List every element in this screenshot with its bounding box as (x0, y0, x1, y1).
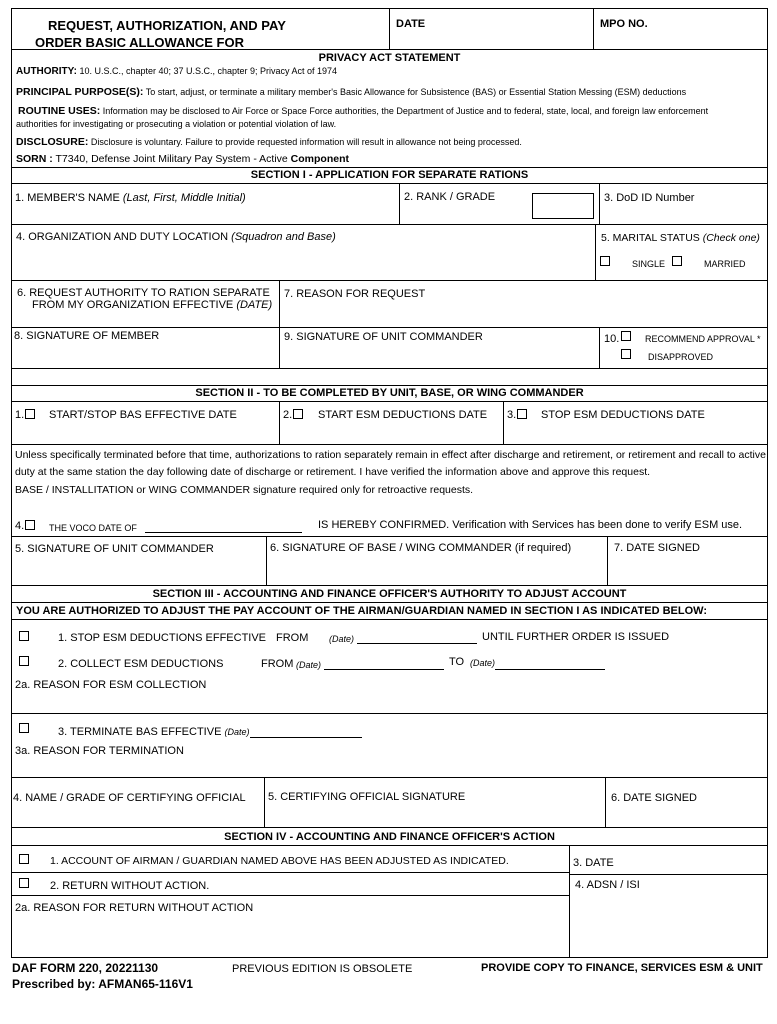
termination-reason-label: 3a. REASON FOR TERMINATION (15, 745, 184, 757)
marital-status-field (595, 225, 767, 280)
routine-text2: authorities for investigating or prosecuting a violation or potential violation of law. (16, 119, 337, 129)
routine-text1: Information may be disclosed to Air Force or Space Force authorities, the Department of Justice and to federal, state, local, and foreign law enforcement (102, 106, 709, 116)
header-date-field[interactable] (389, 9, 593, 49)
certifying-official-signature-field[interactable] (264, 778, 605, 827)
return-without-action-row (12, 872, 569, 896)
section2-row-signatures (12, 537, 767, 586)
disapproved-label: DISAPPROVED (648, 352, 714, 362)
terminate-bas-row (12, 714, 767, 743)
stop-esm-label: STOP ESM DEDUCTIONS DATE (541, 409, 705, 421)
recommendation-field (599, 328, 767, 368)
stop-esm-number: 3. (507, 409, 517, 421)
section1-row-name (12, 184, 767, 225)
section3-authorized-row (12, 603, 767, 620)
section2-authorization-text (12, 445, 767, 537)
start-esm-label: START ESM DEDUCTIONS DATE (318, 409, 488, 421)
married-label: MARRIED (704, 259, 746, 269)
section4-title: SECTION IV - ACCOUNTING AND FINANCE OFFICER'S ACTION (224, 831, 555, 843)
terminate-bas-checkbox[interactable] (19, 723, 29, 733)
account-adjusted-checkbox[interactable] (19, 854, 29, 864)
section2-row-dates (12, 402, 767, 445)
disclosure-text: Disclosure is voluntary. Failure to provide requested information will result in allowance not being processed. (90, 137, 522, 147)
return-reason-field[interactable] (12, 895, 569, 957)
voco-checkbox[interactable] (25, 520, 35, 530)
esm-collection-reason-field[interactable] (12, 669, 767, 714)
adsn-isi-label: 4. ADSN / ISI (575, 879, 640, 891)
adsn-isi-field[interactable] (570, 874, 768, 957)
married-checkbox[interactable] (672, 256, 682, 266)
single-checkbox[interactable] (600, 256, 610, 266)
start-esm-field[interactable] (279, 402, 503, 444)
rank-grade-input[interactable] (532, 193, 594, 219)
reason-request-label: 7. REASON FOR REQUEST (284, 288, 426, 300)
esm-collection-reason-label: 2a. REASON FOR ESM COLLECTION (15, 679, 207, 691)
collect-esm-to-label: TO (449, 656, 465, 668)
voco-number: 4. (15, 520, 25, 532)
routine-label: ROUTINE USES: (18, 105, 101, 117)
single-label: SINGLE (632, 259, 666, 269)
member-name-label: 1. MEMBER'S NAME (15, 192, 120, 204)
stop-esm-date-line[interactable] (357, 643, 477, 644)
organization-label: 4. ORGANIZATION AND DUTY LOCATION (16, 231, 229, 243)
sorn-component: Component (290, 153, 349, 165)
section2-header (12, 386, 767, 402)
bas-effective-label: START/STOP BAS EFFECTIVE DATE (49, 409, 237, 421)
member-name-hint: (Last, First, Middle Initial) (122, 192, 246, 204)
voco-confirm-text: IS HEREBY CONFIRMED. Verification with Services has been done to verify ESM use. (318, 519, 743, 531)
terminate-bas-hint: (Date) (224, 727, 250, 737)
provide-copy-note: PROVIDE COPY TO FINANCE, SERVICES ESM & UNIT (481, 962, 763, 974)
section4-body (12, 846, 767, 957)
ration-effective-hint: (DATE) (236, 299, 273, 311)
header-mpo-label: MPO NO. (600, 18, 648, 30)
stop-esm-deductions-label: 1. STOP ESM DEDUCTIONS EFFECTIVE (58, 632, 267, 644)
ration-effective-field[interactable] (12, 281, 279, 327)
stop-esm-from-label: FROM (276, 632, 309, 644)
s3-date-signed-field[interactable] (605, 778, 767, 827)
section3-header (12, 586, 767, 603)
bas-effective-number: 1. (15, 409, 25, 421)
start-esm-number: 2. (283, 409, 293, 421)
member-signature-field[interactable] (12, 328, 279, 368)
section1-row-request (12, 281, 767, 328)
authorization-paragraph-line3: BASE / INSTALLITATION or WING COMMANDER signature required only for retroactive requests. (15, 484, 474, 496)
section4-header (12, 828, 767, 846)
sorn-label: SORN : (16, 153, 53, 165)
wing-commander-signature-field[interactable] (266, 537, 607, 585)
ration-effective-label2: FROM MY ORGANIZATION EFFECTIVE (32, 299, 234, 311)
recommend-approval-label: RECOMMEND APPROVAL * (645, 334, 761, 344)
marital-status-hint: (Check one) (702, 232, 760, 244)
account-adjusted-row (12, 846, 569, 873)
header-mpo-field[interactable] (593, 9, 767, 49)
form-header (12, 9, 767, 50)
disapproved-checkbox[interactable] (621, 349, 631, 359)
rank-grade-label: 2. RANK / GRADE (404, 191, 496, 203)
account-adjusted-label: 1. ACCOUNT OF AIRMAN / GUARDIAN NAMED ABOVE HAS BEEN ADJUSTED AS INDICATED. (50, 855, 509, 867)
recommendation-number: 10. (604, 333, 620, 345)
section1-title: SECTION I - APPLICATION FOR SEPARATE RATIONS (250, 169, 529, 181)
collect-esm-from-hint: (Date) (296, 660, 322, 670)
wing-commander-signature-label: 6. SIGNATURE OF BASE / WING COMMANDER (if required) (270, 542, 572, 554)
unit-commander-signature-field[interactable] (279, 328, 599, 368)
authority-label: AUTHORITY: (16, 66, 77, 77)
section3-title: SECTION III - ACCOUNTING AND FINANCE OFFICER'S AUTHORITY TO ADJUST ACCOUNT (152, 588, 627, 600)
organization-field[interactable] (12, 225, 595, 280)
certifying-official-name-field[interactable] (12, 778, 264, 827)
daf-form-220 (11, 8, 768, 958)
start-esm-checkbox[interactable] (293, 409, 303, 419)
section1-spacer (12, 369, 767, 386)
section1-row-organization (12, 225, 767, 281)
purpose-text: To start, adjust, or terminate a military member's Basic Allowance for Subsistence (BAS) or Essential Station Messing (ESM) deductions (145, 87, 687, 97)
collect-esm-checkbox[interactable] (19, 656, 29, 666)
stop-esm-date-hint: (Date) (329, 634, 355, 644)
s2-unit-commander-signature-label: 5. SIGNATURE OF UNIT COMMANDER (15, 543, 214, 555)
form-title-line1: REQUEST, AUTHORIZATION, AND PAY (48, 18, 286, 33)
until-further-order-label: UNTIL FURTHER ORDER IS ISSUED (482, 631, 670, 643)
recommend-approval-checkbox[interactable] (621, 331, 631, 341)
bas-effective-field[interactable] (12, 402, 279, 444)
certifying-official-name-label: 4. NAME / GRADE OF CERTIFYING OFFICIAL (13, 792, 246, 804)
termination-reason-field[interactable] (12, 743, 767, 778)
s2-date-signed-label: 7. DATE SIGNED (614, 542, 700, 554)
return-without-action-checkbox[interactable] (19, 878, 29, 888)
ration-effective-label1: 6. REQUEST AUTHORITY TO RATION SEPARATE (17, 287, 270, 299)
previous-edition-note: PREVIOUS EDITION IS OBSOLETE (232, 963, 413, 975)
voco-label: THE VOCO DATE OF (49, 523, 137, 533)
dod-id-field[interactable] (599, 184, 767, 224)
sorn-text: T7340, Defense Joint Military Pay System - Active (55, 153, 288, 165)
authorization-paragraph-line1: Unless specifically terminated before that time, authorizations to ration separately remain in effect after discharge and retirement, or retirement and recall to active (15, 449, 766, 461)
stop-esm-checkbox[interactable] (517, 409, 527, 419)
bas-effective-checkbox[interactable] (25, 409, 35, 419)
dod-id-label: 3. DoD ID Number (604, 192, 695, 204)
reason-request-field[interactable] (279, 281, 767, 327)
authorization-paragraph-line2: duty at the same station the day following date of discharge or retirement. I have verified the information above and approve this request. (15, 466, 651, 478)
terminate-bas-date-line[interactable] (250, 737, 362, 738)
section3-row-certifying (12, 778, 767, 828)
return-without-action-label: 2. RETURN WITHOUT ACTION. (50, 880, 210, 892)
member-name-field[interactable] (12, 184, 399, 224)
voco-date-line[interactable] (145, 532, 302, 533)
section2-title: SECTION II - TO BE COMPLETED BY UNIT, BASE, OR WING COMMANDER (195, 387, 584, 399)
section4-right (569, 846, 767, 957)
header-date-label: DATE (396, 18, 426, 30)
disclosure-label: DISCLOSURE: (16, 136, 89, 148)
form-id: DAF FORM 220, 20221130 (12, 961, 159, 975)
return-reason-label: 2a. REASON FOR RETURN WITHOUT ACTION (15, 902, 254, 914)
rank-grade-field[interactable] (399, 184, 599, 224)
s2-unit-commander-signature-field[interactable] (12, 537, 266, 585)
terminate-bas-label: 3. TERMINATE BAS EFFECTIVE (58, 726, 222, 738)
member-signature-label: 8. SIGNATURE OF MEMBER (14, 330, 160, 342)
section4-actions (12, 846, 569, 957)
privacy-act-statement (12, 50, 767, 168)
authority-text: 10. U.S.C., chapter 40; 37 U.S.C., chapter 9; Privacy Act of 1974 (79, 66, 338, 76)
s4-date-label: 3. DATE (573, 857, 614, 869)
s4-date-field[interactable] (570, 846, 768, 875)
marital-status-label: 5. MARITAL STATUS (601, 232, 700, 244)
purpose-label: PRINCIPAL PURPOSE(S): (16, 86, 144, 98)
collect-esm-to-hint: (Date) (470, 658, 496, 668)
stop-esm-deductions-checkbox[interactable] (19, 631, 29, 641)
collect-esm-label: 2. COLLECT ESM DEDUCTIONS (58, 658, 224, 670)
certifying-official-signature-label: 5. CERTIFYING OFFICIAL SIGNATURE (268, 791, 466, 803)
collect-esm-from-label: FROM (261, 658, 294, 670)
s2-date-signed-field[interactable] (607, 537, 767, 585)
prescribed-by: Prescribed by: AFMAN65-116V1 (12, 977, 193, 991)
form-title-line2: ORDER BASIC ALLOWANCE FOR (35, 35, 244, 50)
section3-authorized-text: YOU ARE AUTHORIZED TO ADJUST THE PAY ACCOUNT OF THE AIRMAN/GUARDIAN NAMED IN SECTION I AS INDICATED BELOW: (16, 605, 707, 617)
section1-header (12, 168, 767, 184)
s3-date-signed-label: 6. DATE SIGNED (611, 792, 697, 804)
section1-row-signatures (12, 328, 767, 369)
section3-esm-rows (12, 620, 767, 669)
stop-esm-field[interactable] (503, 402, 767, 444)
unit-commander-signature-label: 9. SIGNATURE OF UNIT COMMANDER (284, 331, 483, 343)
privacy-title: PRIVACY ACT STATEMENT (318, 52, 461, 64)
organization-hint: (Squadron and Base) (231, 231, 336, 243)
